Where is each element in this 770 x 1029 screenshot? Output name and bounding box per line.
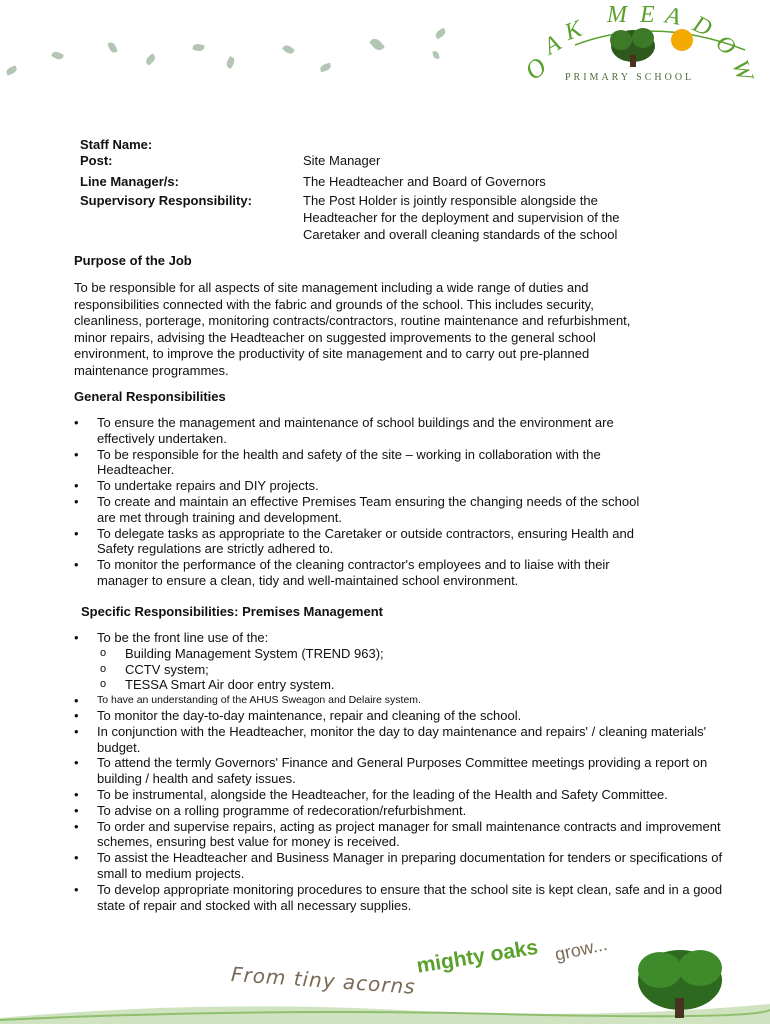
slogan-part-2: mighty oaks — [415, 935, 540, 978]
post-value: Site Manager — [303, 153, 381, 168]
svg-text:W: W — [726, 56, 758, 85]
list-item: • To delegate tasks as appropriate to the Caretaker or outside contractors, ensuring Health and Safety regulations are strictly adhered to. — [74, 526, 654, 558]
list-item: • To create and maintain an effective Premises Team ensuring the changing needs of the school are met through training and development. — [74, 494, 654, 526]
post-label: Post: — [80, 153, 113, 168]
list-item: • To be responsible for the health and safety of the site – working in collaboration with the Headteacher. — [74, 447, 654, 479]
list-item: o CCTV system; — [97, 662, 734, 678]
specific-items-list — [74, 708, 734, 913]
list-item: • To ensure the management and maintenance of school buildings and the environment are effectively undertaken. — [74, 415, 654, 447]
list-item: • To order and supervise repairs, acting as project manager for small maintenance contracts and improvement schemes, ensuring best value for money is received. — [74, 819, 734, 851]
svg-text:E: E — [640, 2, 655, 28]
list-item: • To advise on a rolling programme of redecoration/refurbishment. — [74, 803, 734, 819]
list-item: • To assist the Headteacher and Business Manager in preparing documentation for tenders or specifications of small to medium projects. — [74, 850, 734, 882]
list-item: • In conjunction with the Headteacher, monitor the day to day maintenance and repairs' / cleaning materials' budget. — [74, 724, 734, 756]
leaf-icon — [282, 43, 295, 55]
svg-text:O: O — [519, 51, 553, 86]
general-responsibilities-list — [74, 415, 654, 589]
system-sub-list — [97, 646, 734, 693]
list-item: • To develop appropriate monitoring procedures to ensure that the school site is kept clean, safe and in a good state of repair and stocked with all necessary supplies. — [74, 882, 734, 914]
logo-subtitle: PRIMARY SCHOOL — [565, 72, 695, 83]
list-item: • To monitor the day-to-day maintenance, repair and cleaning of the school. — [74, 708, 734, 724]
leaf-icon — [5, 65, 18, 75]
slogan-part-3: grow... — [553, 933, 610, 965]
svg-text:D: D — [688, 11, 716, 42]
staff-name-label: Staff Name: — [80, 137, 153, 152]
leaf-icon — [107, 41, 117, 54]
leaf-icon — [192, 43, 204, 53]
list-item: • To undertake repairs and DIY projects. — [74, 478, 654, 494]
line-manager-label: Line Manager/s: — [80, 174, 179, 189]
leaf-icon — [51, 50, 64, 62]
list-item — [74, 630, 734, 693]
list-item: • To attend the termly Governors' Finance and General Purposes Committee meetings providing a report on building / health and safety issues. — [74, 755, 734, 787]
list-item: • To be instrumental, alongside the Headteacher, for the leading of the Health and Safety Committee. — [74, 787, 734, 803]
leaf-icon — [144, 53, 157, 65]
line-manager-value: The Headteacher and Board of Governors — [303, 174, 546, 189]
purpose-text: To be responsible for all aspects of site management including a wide range of duties and responsibilities connected with the fabric and grounds of the school. This includes security, cleanliness, porterage, monitoring contracts/contractors, routine maintenance and refurbishment, minor repairs, advising the Headteacher on suggested improvements to the general school environment, to improve the productivity of site management and to carry out pre-planned maintenance programmes. — [74, 280, 631, 378]
svg-text:M: M — [607, 2, 627, 28]
leaf-icon — [319, 63, 331, 73]
svg-text:O: O — [710, 30, 741, 61]
list-item: • To monitor the performance of the cleaning contractor's employees and to liaise with their manager to ensure a clean, tidy and well-maintained school environment. — [74, 557, 654, 589]
supervisory-label: Supervisory Responsibility: — [80, 193, 252, 208]
list-item: • To have an understanding of the AHUS Sweagon and Delaire system. — [74, 693, 734, 709]
specific-heading: Specific Responsibilities: Premises Management — [81, 604, 383, 619]
leaf-icon — [432, 51, 439, 60]
specific-responsibilities-list — [74, 630, 734, 709]
general-heading: General Responsibilities — [74, 389, 226, 404]
svg-text:K: K — [561, 15, 586, 46]
leaf-icon — [369, 36, 385, 53]
intro-text: To be the front line use of the: — [97, 630, 269, 645]
leaf-icon — [225, 56, 237, 69]
oak-tree-logo-icon — [515, 0, 770, 100]
school-logo — [515, 0, 770, 100]
slogan-part-1: From tiny acorns — [230, 962, 417, 999]
list-item: o TESSA Smart Air door entry system. — [97, 677, 734, 693]
supervisory-value: The Post Holder is jointly responsible alongside the Headteacher for the deployment and supervision of the Caretaker and overall cleaning standards of the school — [303, 193, 620, 242]
list-item: o Building Management System (TREND 963); — [97, 646, 734, 662]
purpose-heading: Purpose of the Job — [74, 253, 192, 268]
svg-text:A: A — [539, 30, 566, 61]
svg-text:A: A — [663, 2, 683, 31]
leaf-icon — [434, 28, 447, 40]
